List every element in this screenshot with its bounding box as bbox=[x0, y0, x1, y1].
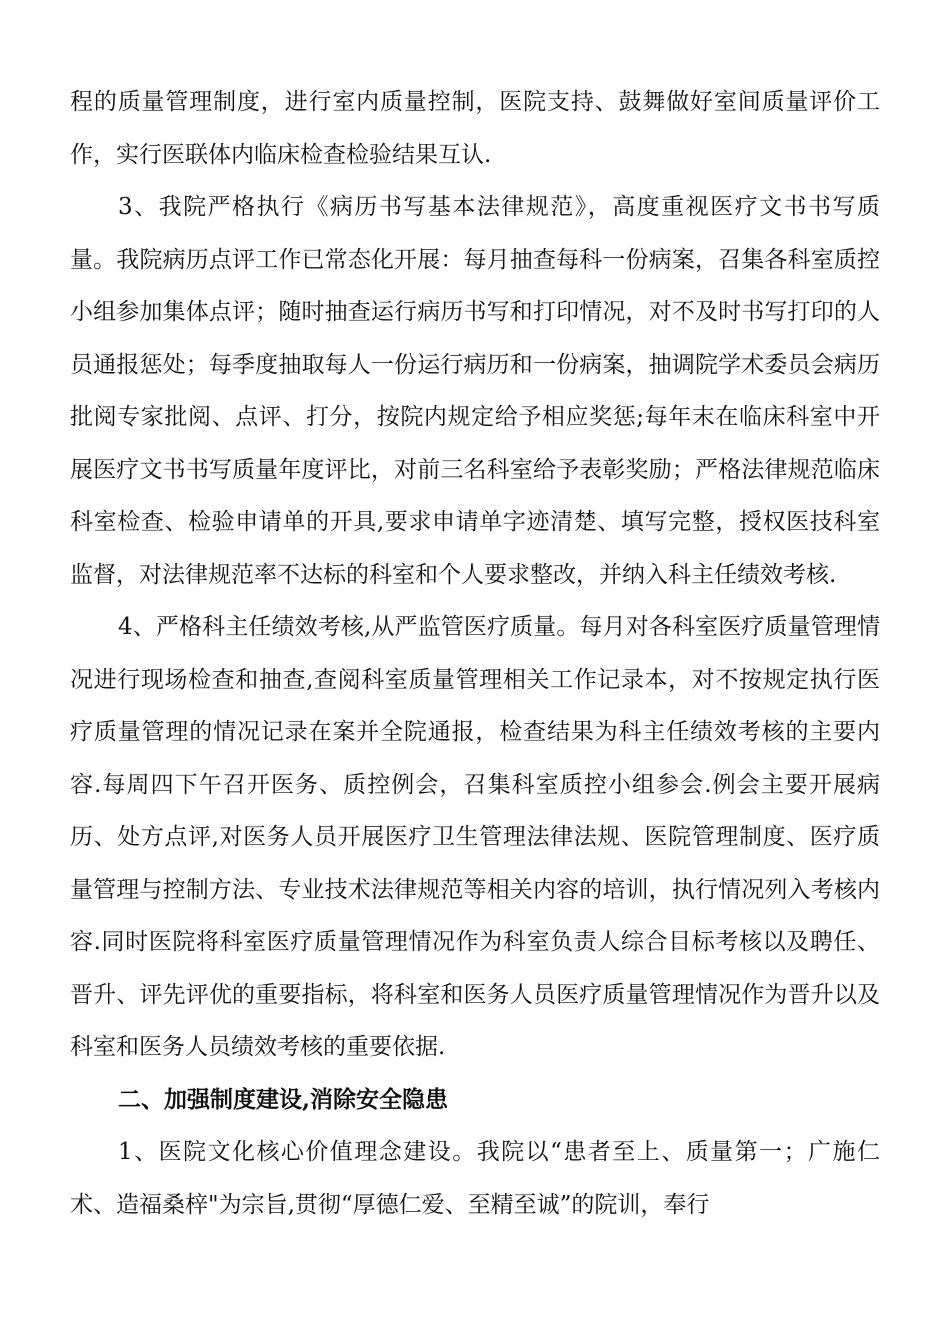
paragraph-item-3: 3、我院严格执行《病历书写基本法律规范》，高度重视医疗文书书写质量。我院病历点评工作已常态化开展：每月抽查每科一份病案，召集各科室质控小组参加集体点评；随时抽查运行病历书写和打印情况，对不及时书写打印的人员通报惩处；每季度抽取每人一份运行病历和一份病案，抽调院学术委员会病历批阅专家批阅、点评、打分，按院内规定给予相应奖惩;每年末在临床科室中开展医疗文书书写质量年度评比，对前三名科室给予表彰奖励；严格法律规范临床科室检查、检验申请单的开具,要求申请单字迹清楚、填写完整，授权医技科室监督，对法律规范率不达标的科室和个人要求整改，并纳入科主任绩效考核. bbox=[70, 194, 880, 588]
paragraph-section2-item-1: 1、医院文化核心价值理念建设。我院以“患者至上、质量第一；广施仁术、造福桑梓"为宗旨,贯彻“厚德仁爱、至精至诚”的院训，奉行 bbox=[70, 1139, 880, 1218]
document-page bbox=[70, 76, 880, 1231]
paragraph-item-4: 4、严格科主任绩效考核,从严监管医疗质量。每月对各科室医疗质量管理情况进行现场检查和抽查,查阅科室质量管理相关工作记录本，对不按规定执行医疗质量管理的情况记录在案并全院通报，检查结果为科主任绩效考核的主要内容.每周四下午召开医务、质控例会，召集科室质控小组参会.例会主要开展病历、处方点评,对医务人员开展医疗卫生管理法律法规、医院管理制度、医疗质量管理与控制方法、专业技术法律规范等相关内容的培训，执行情况列入考核内容.同时医院将科室医疗质量管理情况作为科室负责人综合目标考核以及聘任、晋升、评先评优的重要指标，将科室和医务人员医疗质量管理情况作为晋升以及科室和医务人员绩效考核的重要依据. bbox=[70, 614, 880, 1060]
section-heading: 二、加强制度建设,消除安全隐患 bbox=[118, 1085, 449, 1113]
paragraph-continuation: 程的质量管理制度，进行室内质量控制，医院支持、鼓舞做好室间质量评价工作，实行医联体内临床检查检验结果互认. bbox=[70, 89, 880, 168]
